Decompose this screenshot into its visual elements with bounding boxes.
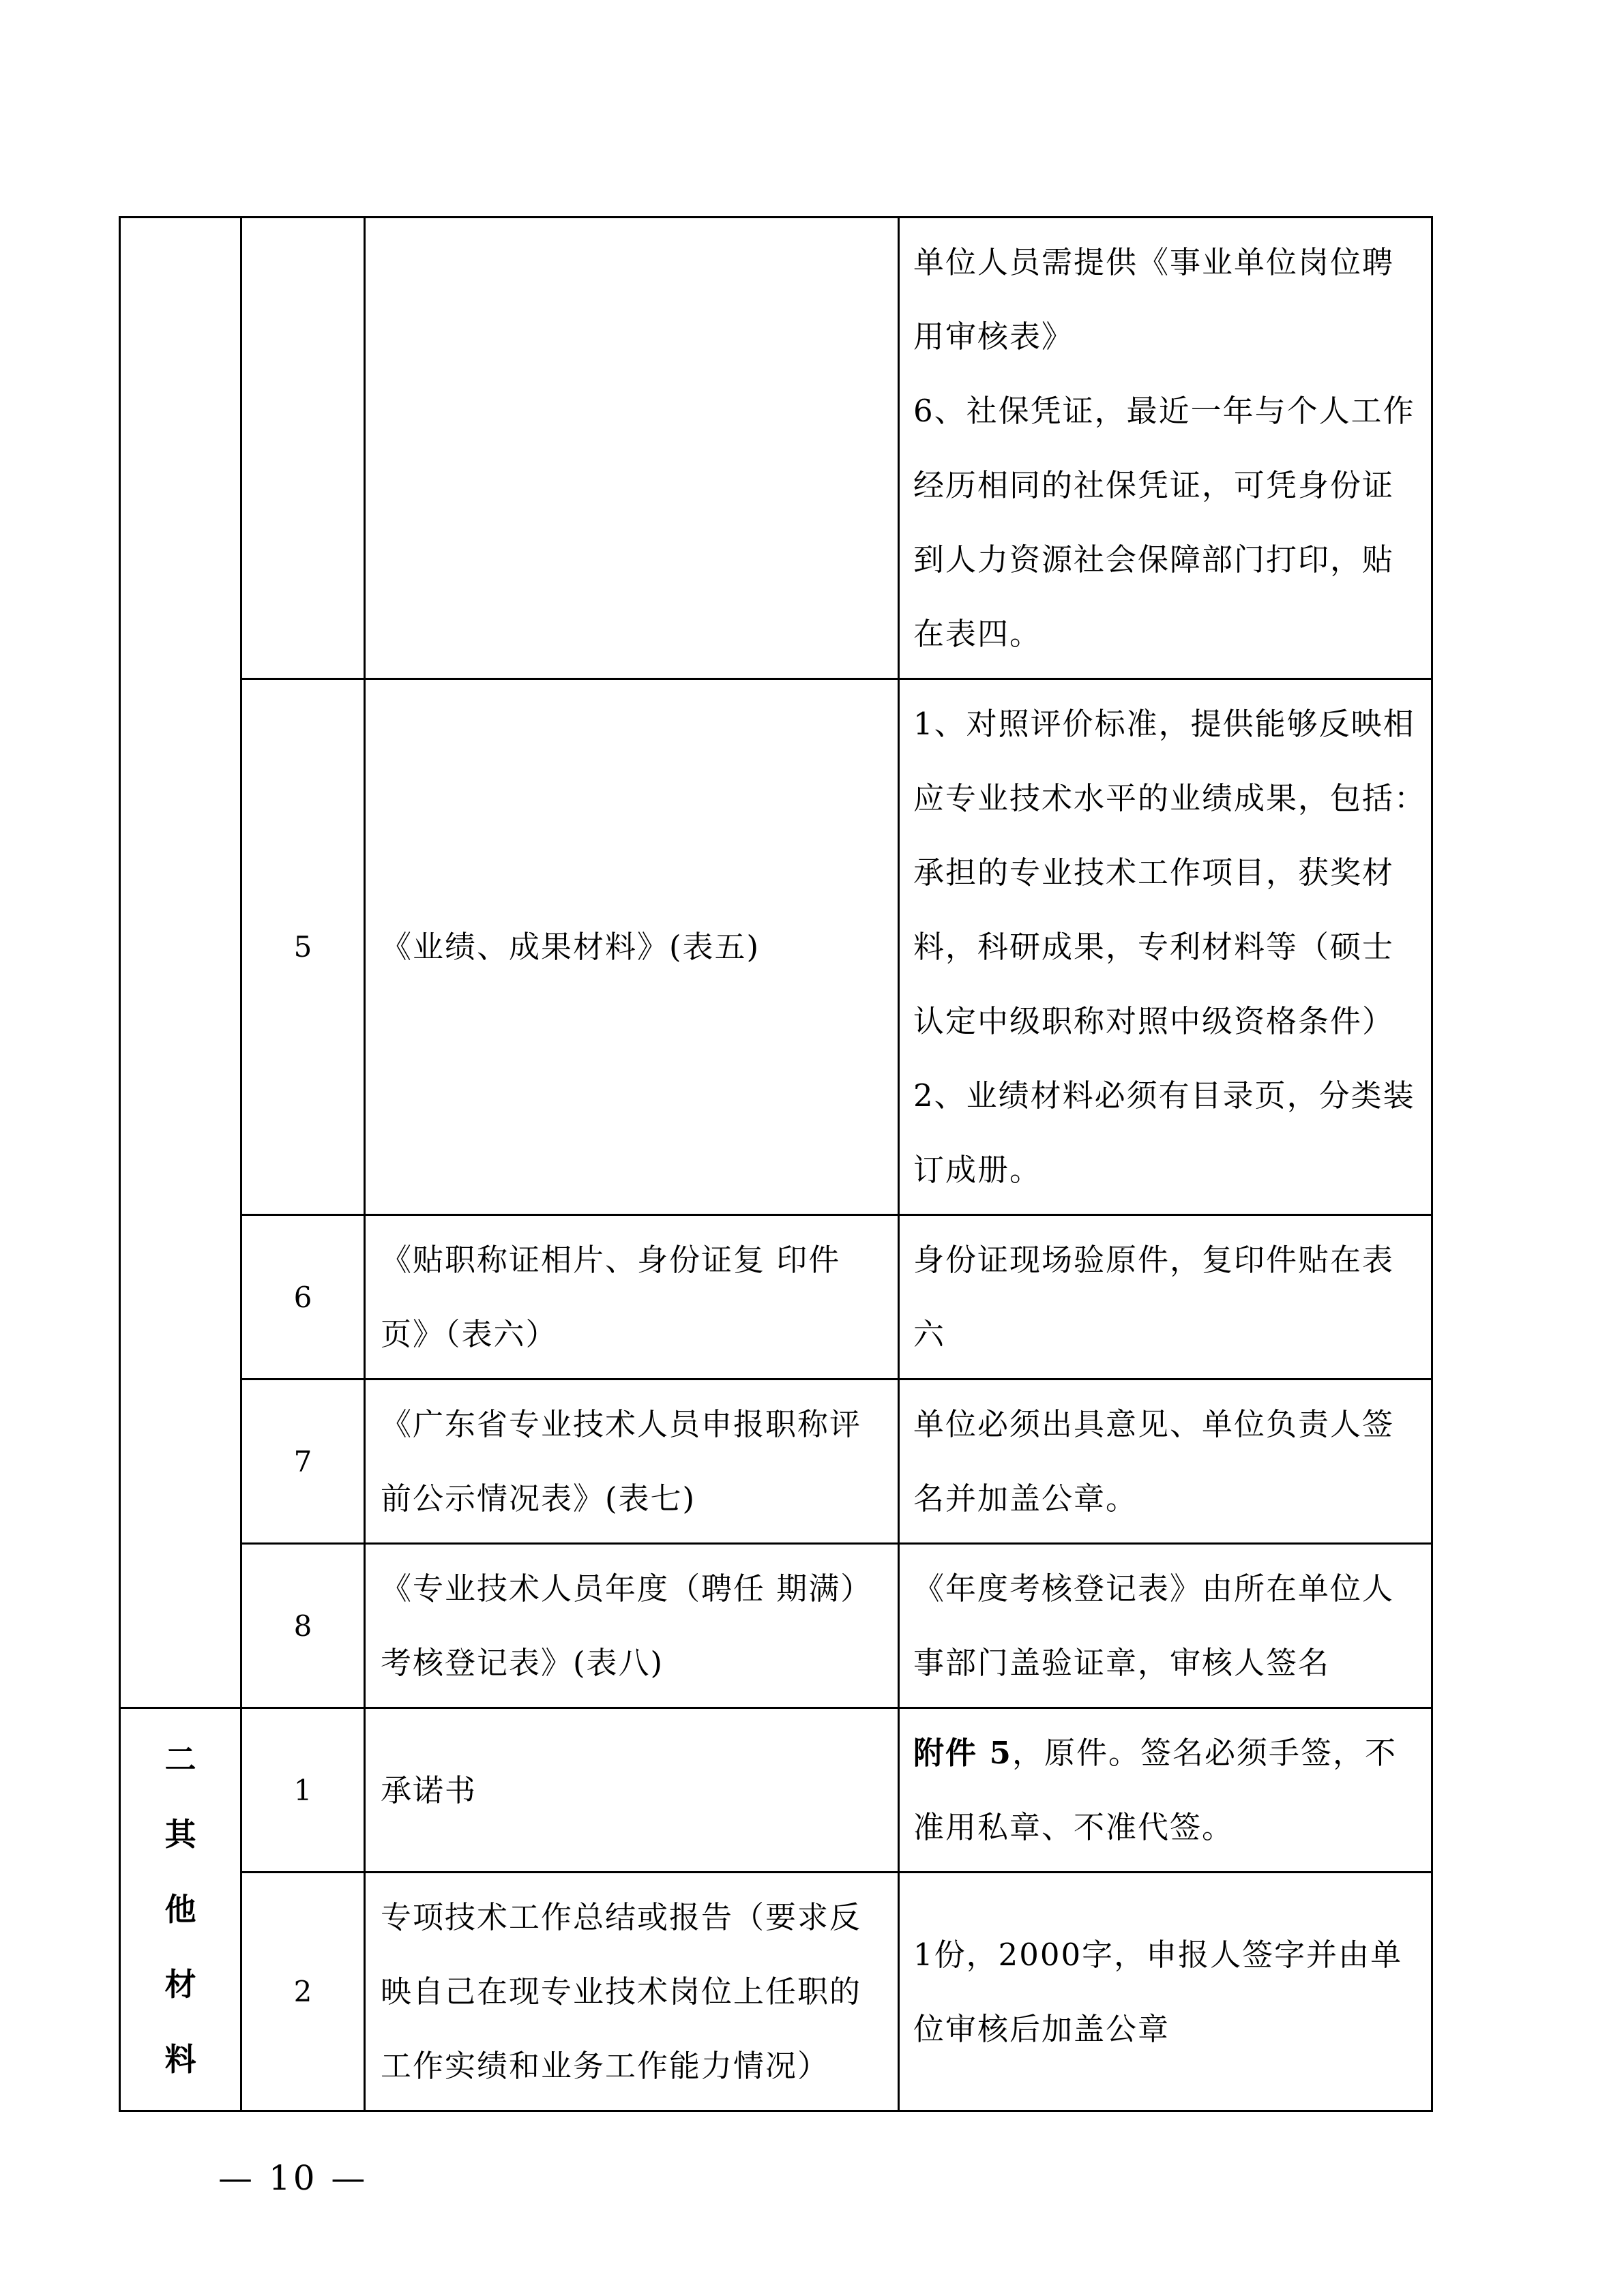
requirement-line: 单位人员需提供《事业单位岗位聘 [913, 244, 1395, 280]
requirement-line: 单位必须出具意见、单位负责人签 [913, 1406, 1395, 1442]
requirement-line: 六 [913, 1316, 946, 1352]
page-number: — 10 — [218, 2158, 368, 2198]
material-name-cell [365, 1708, 899, 1873]
requirement-line: 到人力资源社会保障部门打印，贴 [913, 541, 1395, 578]
requirement-line: 《年度考核登记表》由所在单位人 [913, 1570, 1395, 1607]
section2-label-char: 二 [164, 1741, 196, 1778]
material-name-cell [365, 218, 899, 679]
row-number: 8 [241, 1544, 365, 1708]
table-row [120, 218, 1432, 679]
material-name-line: 映自己在现专业技术岗位上任职的 [381, 1973, 862, 2010]
requirement-line: 经历相同的社保凭证，可凭身份证 [913, 467, 1395, 503]
requirement-line: 1、对照评价标准，提供能够反映相 [913, 706, 1415, 742]
requirement-line: 6、社保凭证，最近一年与个人工作 [913, 393, 1415, 429]
material-name-cell [365, 1380, 899, 1544]
requirement-line: 1份，2000字，申报人签字并由单 [913, 1936, 1403, 1973]
table-row [120, 1215, 1432, 1380]
row-number-cell [241, 218, 365, 679]
material-name-line: 前公示情况表》(表七) [381, 1480, 696, 1517]
material-name-cell [365, 1215, 899, 1380]
requirement-line: 在表四。 [913, 616, 1042, 652]
requirement-line: 2、业绩材料必须有目录页，分类装 [913, 1077, 1415, 1114]
table-row [120, 1873, 1432, 2111]
requirement-cell [899, 1544, 1432, 1708]
section2-label-cell [120, 1708, 241, 2111]
requirement-cell [899, 218, 1432, 679]
material-name-line: 《广东省专业技术人员申报职称评 [381, 1406, 862, 1442]
requirement-line: 订成册。 [913, 1152, 1042, 1188]
requirement-line: 身份证现场验原件，复印件贴在表 [913, 1242, 1395, 1278]
row-number: 1 [241, 1708, 365, 1873]
material-name-line: 工作实绩和业务工作能力情况） [381, 2048, 830, 2084]
requirement-line: 承担的专业技术工作项目，获奖材 [913, 854, 1395, 891]
requirement-line: 料，科研成果，专利材料等（硕士 [913, 929, 1395, 965]
requirement-line: 事部门盖验证章，审核人签名 [913, 1645, 1331, 1681]
material-name-cell [365, 679, 899, 1215]
requirement-line: 用审核表》 [913, 318, 1074, 355]
requirement-text: ，原件。签名必须手签，不 [1012, 1735, 1397, 1771]
table-row [120, 1708, 1432, 1873]
requirement-line: 位审核后加盖公章 [913, 2010, 1170, 2047]
table-row [120, 1544, 1432, 1708]
material-name-line: 专项技术工作总结或报告（要求反 [381, 1899, 862, 1935]
material-name-line: 《专业技术人员年度（聘任 期满） [381, 1570, 873, 1607]
materials-table [119, 216, 1433, 2112]
row-number: 7 [241, 1380, 365, 1544]
requirement-cell [899, 679, 1432, 1215]
material-name: 承诺书 [381, 1772, 477, 1808]
requirement-line: 应专业技术水平的业绩成果，包括： [913, 780, 1427, 816]
requirement-cell [899, 1380, 1432, 1544]
attachment-label: 附件 5 [913, 1735, 1012, 1771]
requirement-line: 名并加盖公章。 [913, 1480, 1138, 1517]
requirement-cell [899, 1873, 1432, 2111]
requirement-line: 准用私章、不准代签。 [913, 1809, 1235, 1845]
row-number: 2 [241, 1873, 365, 2111]
material-name: 《业绩、成果材料》(表五) [381, 929, 761, 965]
material-name-cell [365, 1544, 899, 1708]
section2-label-char: 料 [164, 2041, 196, 2078]
section1-label-cell [120, 218, 241, 1708]
table-row [120, 1380, 1432, 1544]
material-name-cell [365, 1873, 899, 2111]
table-row [120, 679, 1432, 1215]
material-name-line: 页》（表六） [381, 1316, 558, 1352]
material-name-line: 考核登记表》(表八) [381, 1645, 664, 1681]
requirement-line: 认定中级职称对照中级资格条件） [913, 1003, 1395, 1039]
row-number: 5 [241, 679, 365, 1215]
section2-label-char: 他 [164, 1891, 196, 1928]
requirement-cell [899, 1708, 1432, 1873]
section2-label-char: 其 [164, 1816, 196, 1853]
row-number: 6 [241, 1215, 365, 1380]
section2-label-char: 材 [164, 1966, 196, 2003]
requirement-line [913, 1716, 1417, 1790]
requirement-cell [899, 1215, 1432, 1380]
material-name-line: 《贴职称证相片、身份证复 印件 [381, 1242, 841, 1278]
